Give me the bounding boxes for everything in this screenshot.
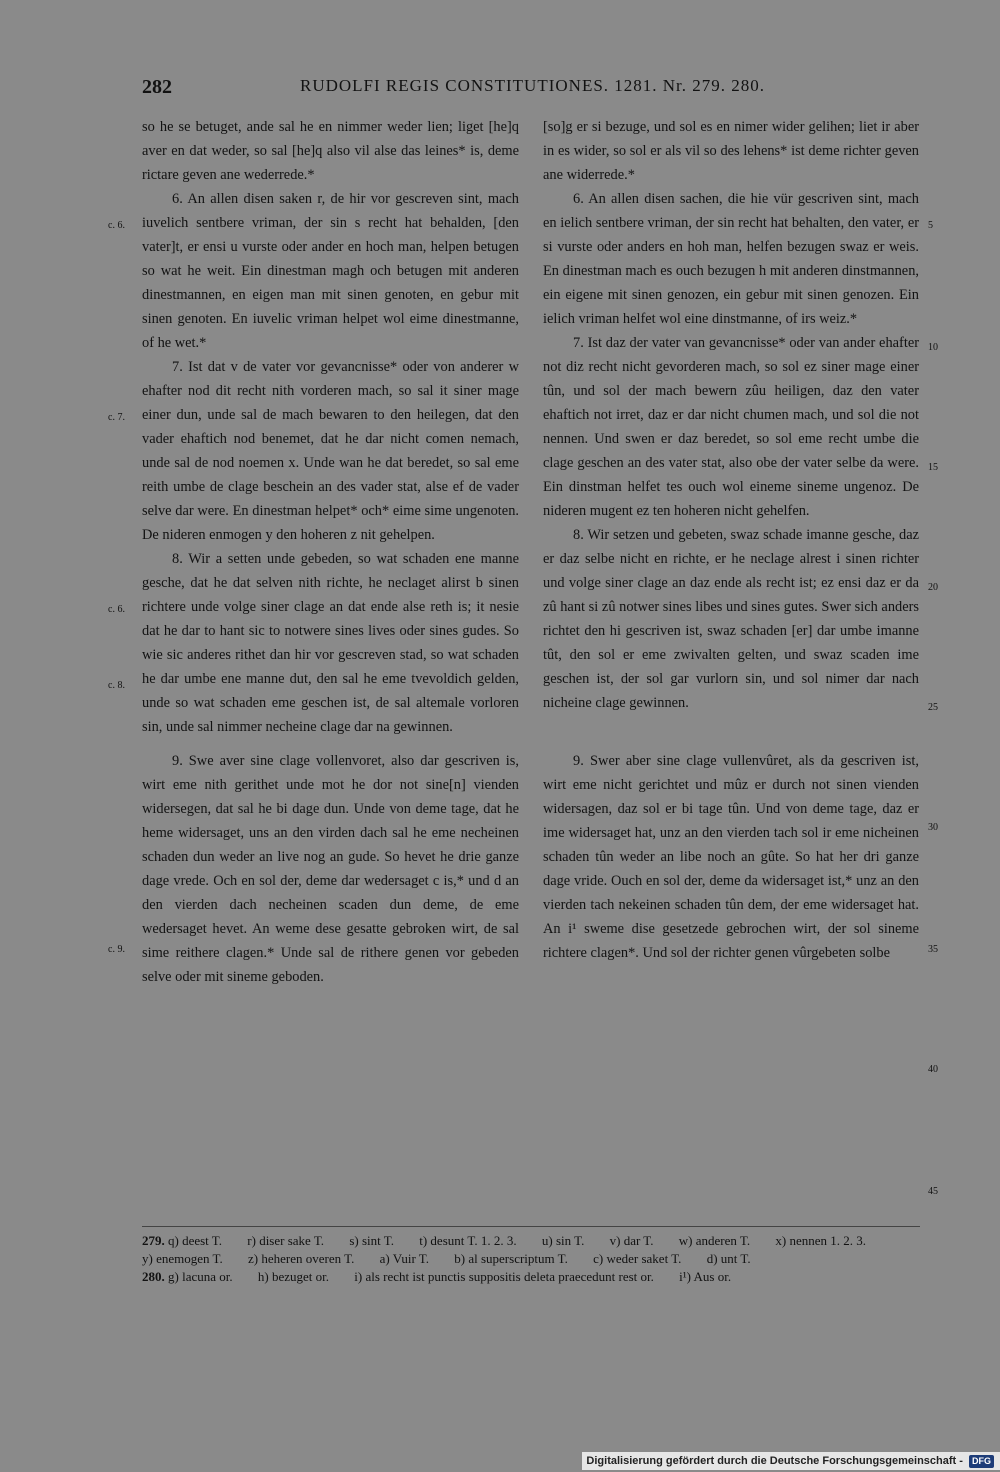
- footnote: h) bezuget or.: [257, 1269, 329, 1284]
- line-number: 20: [928, 582, 938, 593]
- page-number: 282: [142, 76, 172, 98]
- footnotes-279: [142, 1232, 920, 1268]
- paragraph: 6. An allen disen saken r, de hir vor gescreven sint, mach iuvelich sentbere vriman, der sin s recht hat behalden, [den vater]t, er ensi u vurste oder ander en hoch man, helpen betugen so wat he weit. Ein dinestman magh och betugen mit anderen dinestmannen, en eigen man mit sinen genoten, en gebur mit sinen genoten. En iuvelic vriman helpet wol eime dinestmanne, of he wet.*: [142, 191, 519, 351]
- footnotes: [142, 1232, 920, 1286]
- line-number: 5: [928, 220, 933, 231]
- margin-note: c. 7.: [108, 412, 125, 423]
- footnote: y) enemogen T.: [142, 1251, 223, 1266]
- footnote-divider: [142, 1226, 920, 1227]
- paragraph: 7. Ist dat v de vater vor gevancnisse* oder von anderer w ehafter nod dit recht nith vorderen mach, so sal it siner mage einer dun, unde sal de mach bewaren to den heilegen, dat den vader ehaftich nod benemet, dat he dar nicht comen nemach, unde sal de nod noemen x. Unde wan he dat beredet, so sal eme reith umbe de clage beschein an des vader stat, alse ef de vader selve dar were. En dinestman helpet* och* eime sime ungenoten. De nideren enmogen y den hoheren z nit gehelpen.: [142, 359, 519, 543]
- margin-note: c. 8.: [108, 680, 125, 691]
- footnote: w) anderen T.: [678, 1233, 751, 1248]
- footnote: t) desunt T. 1. 2. 3.: [419, 1233, 517, 1248]
- paragraph: 8. Wir a setten unde gebeden, so wat schaden ene manne gesche, dat he dat selven nith richte, he neclaget alirst b sinen richtere unde volge siner clage an dat ende alse reth is; it nesie dat he dar to hant sic to notwere sines lives oder sines gudes. So wie sic anderes rithet dan hir vor gescreven stad, so wat schaden he dar umbe ene manne dut, den sal he eme tvevoldich gelden, unde so wat schaden eme geschen ist, de sal altemale vorloren sin, unde sal nimmer necheine clage dar na gewinnen.: [142, 551, 519, 735]
- right-column-text: [543, 115, 919, 965]
- footnote: s) sint T.: [349, 1233, 394, 1248]
- line-number: 35: [928, 944, 938, 955]
- footnote: q) deest T.: [168, 1233, 223, 1248]
- left-column-text: [142, 115, 519, 989]
- footnote: g) lacuna or.: [168, 1269, 233, 1284]
- paragraph: 7. Ist daz der vater van gevancnisse* oder van ander ehafter not diz recht nicht gevorderen mach, so sol ez siner mage einer tûn, und sol der mach bewern zûu heiligen, daz den vater ehaftich not irret, daz er dar nicht chumen mach, und sol die not nennen. Und swen er daz beredet, so sol eme recht umbe die clage geschen an des vater stat, also obe der vater selbe da were. Ein dinstman helfet tes ouch wol eineme sineme ungenoz. De nideren mugent ez ten hoheren nicht gehelfen.: [543, 335, 919, 519]
- footnote: a) Vuir T.: [379, 1251, 430, 1266]
- footnote: r) diser sake T.: [247, 1233, 325, 1248]
- paragraph: 9. Swer aber sine clage vullenvûret, als da gescriven ist, wirt eme nicht gerichtet und mûz er durch not sinen vienden widersagen, daz sol er bi tage tûn. Und von deme tage, daz er ime widersaget hat, unz an den vierden tach sol ir eme nicheinen schaden tûn weder an libe noch an gûte. So hat her dri ganze dage vride. Ouch en sol der, deme da widersaget ist,* unz an den vierden tach nekeinen schaden tûn dem, der eme widersaget hat. An i¹ sweme dise gesetzede gebrochen wirt, der sol sineme richtere clagen*. Und sol der richter genen vûrgebeten solbe: [543, 753, 919, 961]
- paragraph: 8. Wir setzen und gebeten, swaz schade imanne gesche, daz er daz selbe nicht en richte, er he neclage alrest i sinen richter und volge siner clage an daz ende als recht ist; ez ensi daz er da zû hant si zû notwer sines libes und sines gutes. Swer sich anders richtet den hi gescriven ist, swaz schaden [er] dar umbe imanne tût, den sol er eme zwivalten gelten, und swaz scaden ime geschen ist, der sol gar vurlorn sin, und sol nimer dar nach nicheine clage gewinnen.: [543, 527, 919, 711]
- margin-note: c. 6.: [108, 220, 125, 231]
- footnote: x) nennen 1. 2. 3.: [775, 1233, 867, 1248]
- footnote: i) als recht ist punctis suppositis deleta praecedunt rest or.: [354, 1269, 654, 1284]
- footnote: v) dar T.: [609, 1233, 654, 1248]
- margin-note: c. 6.: [108, 604, 125, 615]
- line-number: 30: [928, 822, 938, 833]
- footnote: b) al superscriptum T.: [454, 1251, 568, 1266]
- footnote: d) unt T.: [706, 1251, 751, 1266]
- paragraph: 9. Swe aver sine clage vollenvoret, also dar gescriven is, wirt eme nith gerithet unde mot he dor not sine[n] vienden widersegen, dat sal he bi dage dun. Unde von deme tage, dat he heme widersaget, uns an den virden dach sal he eme necheinen schaden dun weder an live nog an gude. So hevet he drie ganze dage vrede. Och en sol der, deme dar wedersaget c is,* und d an den vierden dach necheinen scaden dun deme, de eme wedersaget hevet. An weme dese gesatte gebroken wirt, de sal sime reithere clagen.* Unde sal de rithere genen vor gebeden selve oder mit sineme geboden.: [142, 753, 519, 985]
- digitization-credit: [582, 1452, 1000, 1470]
- paragraph: so he se betuget, ande sal he en nimmer weder lien; liget [he]q aver en dat weder, so sal [he]q also vil alse das leines* is, deme rictare geven ane wederrede.*: [142, 119, 519, 183]
- line-number: 15: [928, 462, 938, 473]
- margin-note: c. 9.: [108, 944, 125, 955]
- footnote: c) weder saket T.: [593, 1251, 682, 1266]
- line-number: 45: [928, 1186, 938, 1197]
- footnote: i¹) Aus or.: [679, 1269, 732, 1284]
- dfg-logo: DFG: [969, 1455, 994, 1468]
- credit-text: Digitalisierung gefördert durch die Deutsche Forschungsgemeinschaft -: [586, 1455, 963, 1467]
- footnotes-280: [142, 1268, 920, 1286]
- paragraph: 6. An allen disen sachen, die hie vür gescriven sint, mach en ielich sentbere vriman, der sin recht hat behalten, den vater, er si vurste oder anders en hoh man, helfen bezugen swaz er weis. En dinestman mach es ouch bezugen h mit anderen dinstmannen, ein eigene mit sinen genozen, ein gebur mit sinen genozen. Ein ielich vriman helfet wol eine dinstmanne, of irs weiz.*: [543, 191, 919, 327]
- footnote-label: 280.: [142, 1269, 165, 1284]
- line-number: 25: [928, 702, 938, 713]
- paragraph: [so]g er si bezuge, und sol es en nimer wider gelihen; liet ir aber in es wider, so sol er als vil so des lehens* ist deme richter geven ane widerrede.*: [543, 119, 919, 183]
- footnote: u) sin T.: [541, 1233, 585, 1248]
- footnote-label: 279.: [142, 1233, 165, 1248]
- footnote: z) heheren overen T.: [248, 1251, 355, 1266]
- line-number: 10: [928, 342, 938, 353]
- running-title: RUDOLFI REGIS CONSTITUTIONES. 1281. Nr. 279. 280.: [300, 76, 766, 95]
- line-number: 40: [928, 1064, 938, 1075]
